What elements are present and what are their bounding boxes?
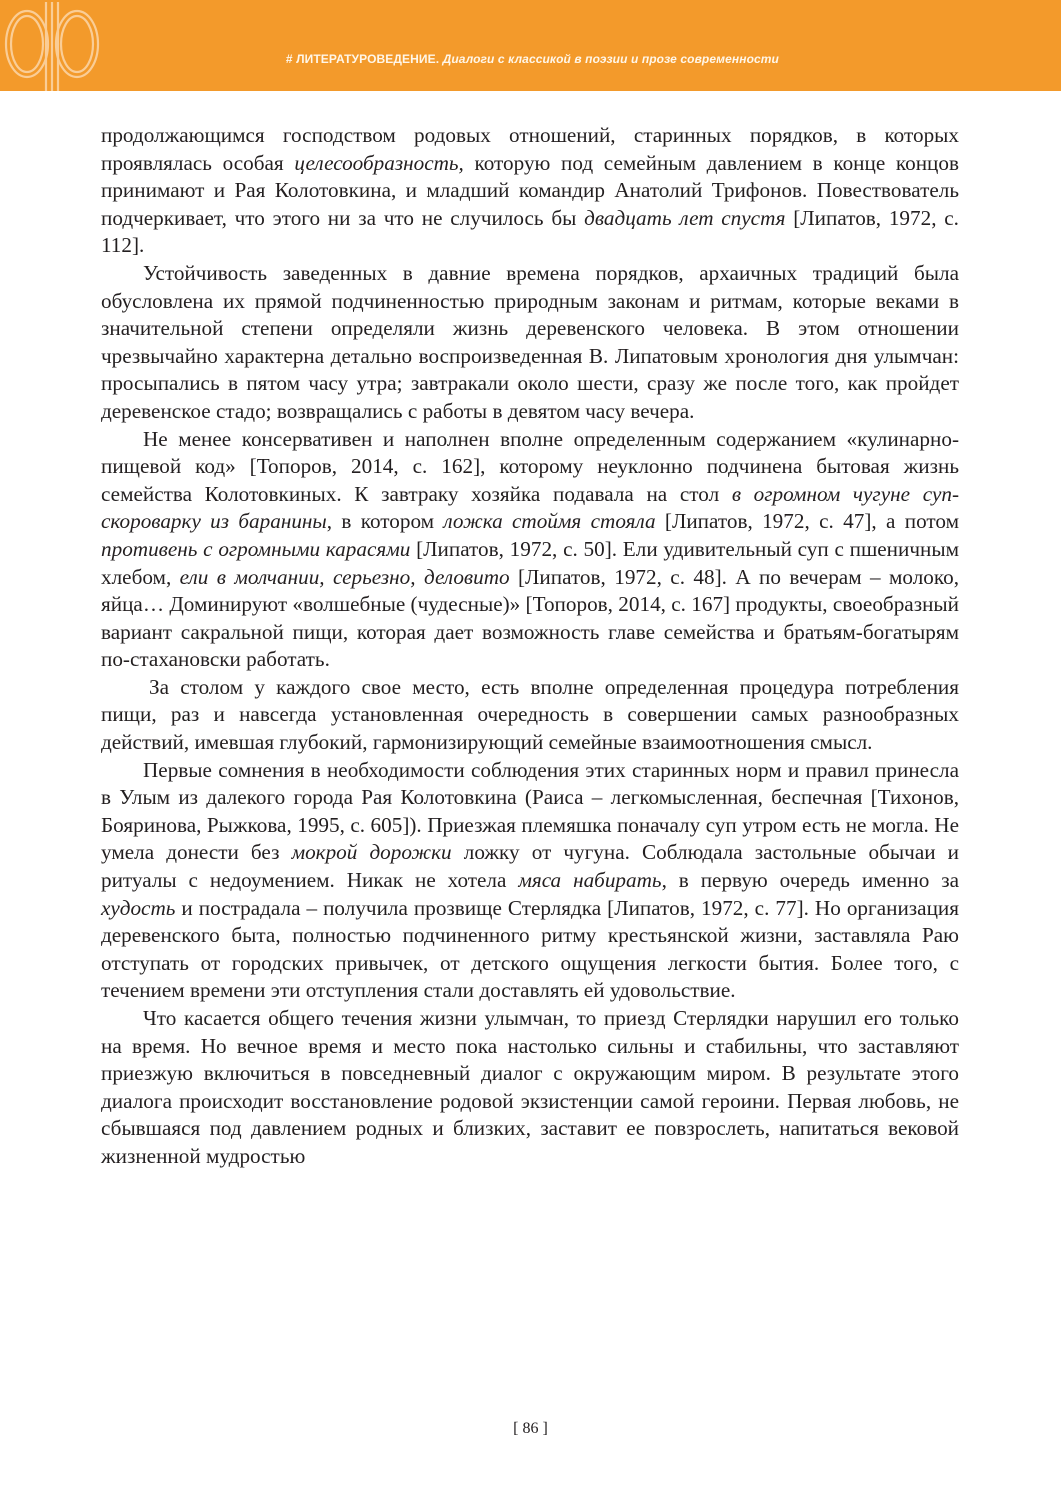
paragraph-5-text-a: Первые сомнения в необходимости соблюдения этих старинных норм и правил принесла в Улым из далекого города Рая Колотовкина (Раиса – легкомысленная, беспечная [Тихонов, Бояринова, Рыжкова, 1995, с. 605]). Приезжая племяшка поначалу суп утром есть не могла. Не умела донести без xyxy=(101,757,959,865)
paragraph-5-text-g: и пострадала – получила прозвище Стерлядка [Липатов, 1972, с. 77]. Но организация деревенского быта, полностью подчиненного ритму крестьянской жизни, заставляла Раю отступать от городских привычек, от детского ощущения легкости бытия. Более того, с течением времени эти отступления стали доставлять ей удовольствие. xyxy=(101,895,959,1003)
paragraph-1 xyxy=(101,122,959,260)
paragraph-3-text-i: [Липатов, 1972, с. 48]. А по вечерам – молоко, яйца… Доминируют «волшебные (чудесные)» [Топоров, 2014, с. 167] продукты, своеобразный вариант сакральной пищи, которая дает возможность главе семейства и братьям-богатырям по-стахановски работать. xyxy=(101,564,959,672)
header-title-subtitle: Диалоги с классикой в поэзии и прозе современности xyxy=(439,52,779,66)
phi-letter-logo-icon xyxy=(0,0,104,91)
paragraph-1-text-c: которую под семейным давлением в конце концов принимают и Рая Колотовкина, и младший командир Анатолий Трифонов. Повествователь подчеркивает, что этого ни за что не случилось бы xyxy=(101,150,959,230)
paragraph-3-italic-h: ели в молчании, серьезно, деловито xyxy=(179,564,510,589)
paragraph-3-italic-b: в огромном чугуне суп-скороварку из баранины xyxy=(101,481,960,534)
paragraph-4-text: За столом у каждого свое место, есть вполне определенная процедура потребления пищи, раз и навсегда установленная очередность в совершении самых разнообразных действий, имевшая глубокий, гармонизирующий семейные взаимоотношения смысл. xyxy=(101,674,959,755)
paragraph-3-italic-d: ложка стоймя стояла xyxy=(443,509,656,534)
paragraph-5-italic-d: мяса набирать xyxy=(518,868,662,893)
header-title-section: # ЛИТЕРАТУРОВЕДЕНИЕ. xyxy=(285,52,440,66)
paragraph-6 xyxy=(101,1005,959,1171)
paragraph-3-text-a: Не менее консервативен и наполнен вполне определенным содержанием «кулинарно-пищевой код» [Топоров, 2014, с. 162], которому неуклонно подчинена бытовая жизнь семейства Колотовкиных. К завтраку хозяйка подавала на стол xyxy=(101,426,959,506)
paragraph-1-italic-d: двадцать лет спустя xyxy=(584,205,786,230)
paragraph-3 xyxy=(101,426,959,674)
paragraph-3-text-e: [Липатов, 1972, с. 47], а потом xyxy=(655,509,959,534)
paragraph-2-text: Устойчивость заведенных в давние времена порядков, архаичных традиций была обусловлена их прямой подчиненностью природным законам и ритмам, которые веками в значительной степени определяли жизнь деревенского человека. В этом отношении чрезвычайно характерна детально воспроизведенная В. Липатовым хронология дня улымчан: просыпались в пятом часу утра; завтракали около шести, сразу же после того, как пройдет деревенское стадо; возвращались с работы в девятом часу вечера. xyxy=(101,260,959,423)
paragraph-3-text-g: [Липатов, 1972, с. 50]. Ели удивительный суп с пшеничным хлебом, xyxy=(101,536,959,589)
paragraph-5-italic-f: худость xyxy=(101,895,176,920)
header-title xyxy=(286,52,779,72)
paragraph-5-text-e: , в первую очередь именно за xyxy=(661,868,959,893)
paragraph-5 xyxy=(101,757,959,1005)
page-number: [ 86 ] xyxy=(513,1420,548,1437)
paragraph-3-italic-f: противень с огромными карасями xyxy=(101,536,411,561)
paragraph-1-text-a: продолжающимся господством родовых отношений, старинных порядков, в которых проявлялась особая xyxy=(101,123,959,175)
paragraph-1-italic-b: целесообразность, xyxy=(294,150,464,175)
paragraph-3-text-c: , в котором xyxy=(326,509,444,534)
paragraph-4 xyxy=(101,674,959,757)
header-band xyxy=(0,0,1061,91)
paragraph-5-italic-b: мокрой дорожки xyxy=(291,840,452,865)
paragraph-6-text: Что касается общего течения жизни улымчан, то приезд Стерлядки нарушил его только на время. Но вечное время и место пока настолько сильны и стабильны, что заставляют приезжую включиться в повседневный диалог с окружающим миром. В результате этого диалога происходит восстановление родовой экзистенции самой героини. Первая любовь, не сбывшаяся под давлением родных и близких, заставит ее повзрослеть, напитаться вековой жизненной мудростью xyxy=(101,1006,959,1168)
article-body xyxy=(101,122,959,1171)
paragraph-5-text-c: ложку от чугуна. Соблюдала застольные обычаи и ритуалы с недоумением. Никак не хотела xyxy=(101,840,959,893)
paragraph-1-text-e: [Липатов, 1972, с. 112]. xyxy=(101,205,959,258)
paragraph-2 xyxy=(101,260,959,426)
